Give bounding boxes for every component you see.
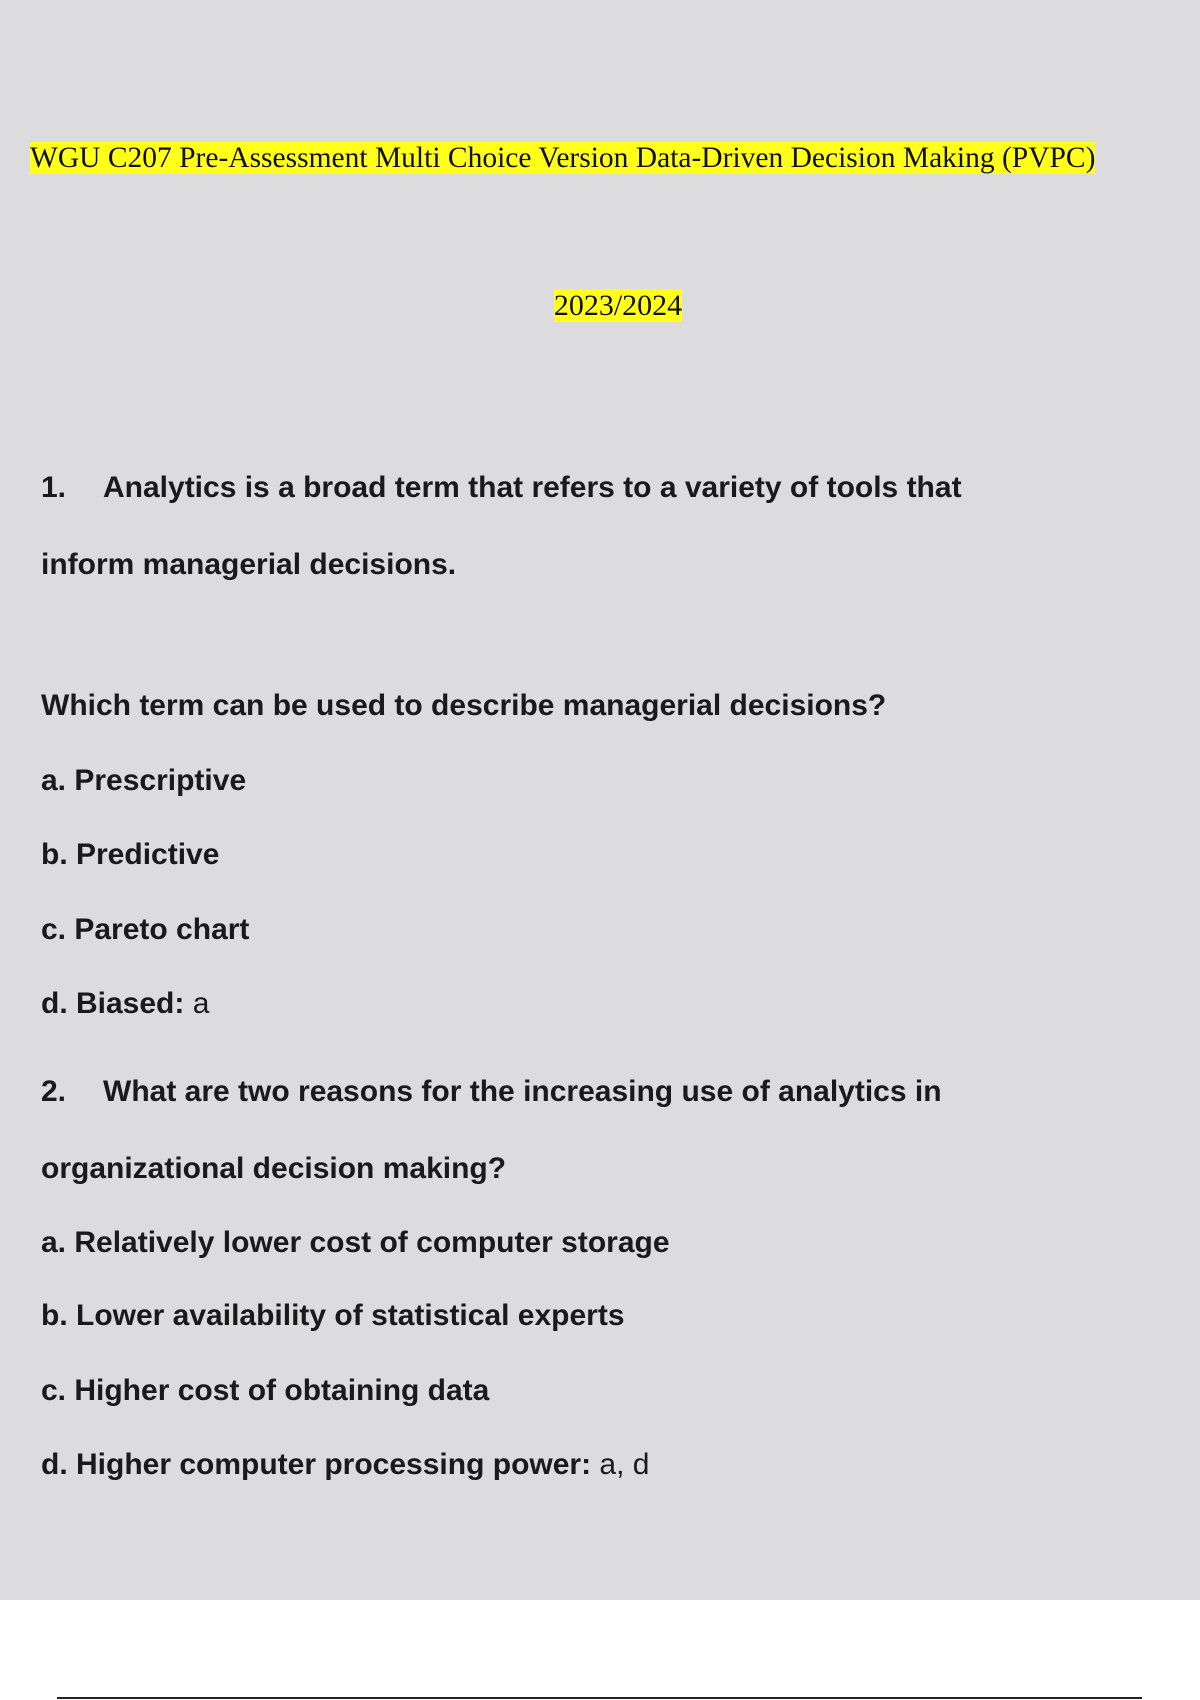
- question-1-number: 1.: [41, 471, 67, 504]
- question-1-option-c: c. Pareto chart: [41, 913, 250, 946]
- footer-divider: [57, 1697, 1142, 1699]
- question-1-line-1: [41, 470, 962, 506]
- question-1-option-d: [41, 986, 209, 1022]
- question-2-number: 2.: [41, 1075, 67, 1108]
- question-2-option-c: c. Higher cost of obtaining data: [41, 1374, 490, 1407]
- question-2-line-1: [41, 1074, 942, 1110]
- question-1-line-2: inform managerial decisions.: [41, 548, 457, 581]
- question-1-text-line-1: Analytics is a broad term that refers to a variety of tools that: [103, 471, 962, 504]
- question-2-answer: a, d: [591, 1448, 650, 1481]
- question-1-option-a: a. Prescriptive: [41, 764, 247, 797]
- question-2-option-a: a. Relatively lower cost of computer storage: [41, 1226, 670, 1259]
- question-2-line-2: organizational decision making?: [41, 1152, 507, 1185]
- question-1-prompt: Which term can be used to describe managerial decisions?: [41, 689, 887, 722]
- question-1-answer: a: [184, 987, 210, 1020]
- document-year: [0, 288, 1200, 324]
- question-2-option-d-text: d. Higher computer processing power:: [41, 1448, 592, 1481]
- document-year-text: 2023/2024: [553, 289, 683, 322]
- document-title-text: WGU C207 Pre-Assessment Multi Choice Version Data-Driven Decision Making (PVPC): [30, 142, 1096, 174]
- document-title: [30, 140, 1200, 176]
- question-1-option-d-text: d. Biased:: [41, 987, 185, 1020]
- question-2-option-d: [41, 1447, 649, 1483]
- question-2-option-b: b. Lower availability of statistical experts: [41, 1299, 625, 1332]
- question-1-option-b: b. Predictive: [41, 838, 220, 871]
- question-2-text-line-1: What are two reasons for the increasing use of analytics in: [103, 1075, 942, 1108]
